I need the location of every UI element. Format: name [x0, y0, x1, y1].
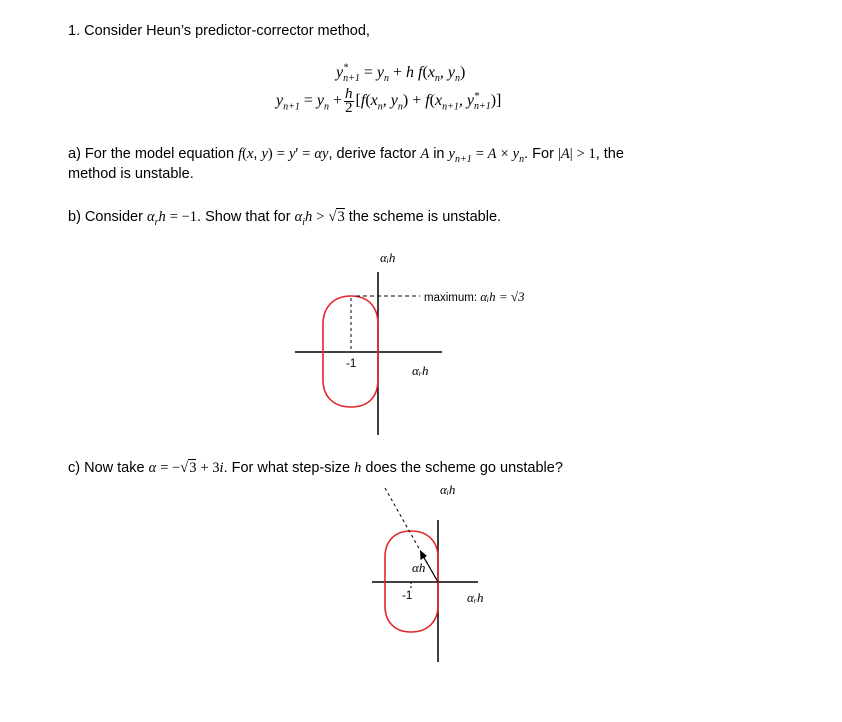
- figure-c-arrowhead: [420, 550, 427, 560]
- figure-c-vector-label: αh: [412, 560, 426, 575]
- figure-b-annotation-prefix: maximum:: [424, 292, 478, 304]
- part-a-line2: method is unstable.: [68, 166, 194, 182]
- question-title: 1. Consider Heun’s predictor-corrector method,: [68, 23, 370, 39]
- part-b-prefix: b) Consider: [68, 209, 143, 225]
- part-a-mid2: in: [433, 146, 445, 162]
- part-c-prefix: c) Now take: [68, 460, 145, 476]
- part-a-mid3: . For: [524, 146, 554, 162]
- part-a-line1: a) For the model equation f(x, y) = y′ = αy, derive factor A in $y_{n+1} = A \times y_n$. For |A| > 1, the: [68, 146, 624, 165]
- figure-b-y-axis-label: αᵢh: [380, 250, 396, 265]
- part-c-line: c) Now take α = −√3 + 3i. For what step-size h does the scheme go unstable?: [68, 460, 563, 476]
- part-a-mid: , derive factor: [328, 146, 417, 162]
- figure-c-x-axis-label: αᵣh: [467, 590, 484, 605]
- figure-b-annotation: [424, 289, 525, 305]
- corrector-equation: $y_{n+1} = y_n$ + $\frac{h}{2}$ [$f(x_n$, $y_n) + f(x_{n+1}$, $y^*_{n+1}$)]: [276, 86, 502, 116]
- figure-b-minus-one-label: -1: [346, 358, 357, 370]
- part-b-line: b) Consider $\alpha_rh = -1$. Show that for $\alpha_ih > √3$ the scheme is unstable.: [68, 209, 502, 228]
- figure-c-y-axis-label: αᵢh: [440, 482, 456, 497]
- part-b-end: the scheme is unstable.: [348, 209, 502, 225]
- predictor-equation: $y^*_{n+1} = y_n + h$ $f(x_n$, $y_n$): [336, 62, 466, 85]
- part-a-end: , the: [595, 146, 624, 162]
- part-c-end: does the scheme go unstable?: [365, 460, 563, 476]
- figure-c-minus-one-label: -1: [402, 590, 413, 602]
- part-a-prefix: a) For the model equation: [68, 146, 235, 162]
- part-b-mid: . Show that for: [197, 209, 291, 225]
- figure-b-annotation-math: αᵢh = √3: [480, 289, 525, 304]
- figure-b-x-axis-label: αᵣh: [412, 363, 429, 378]
- part-c-mid: . For what step-size: [223, 460, 351, 476]
